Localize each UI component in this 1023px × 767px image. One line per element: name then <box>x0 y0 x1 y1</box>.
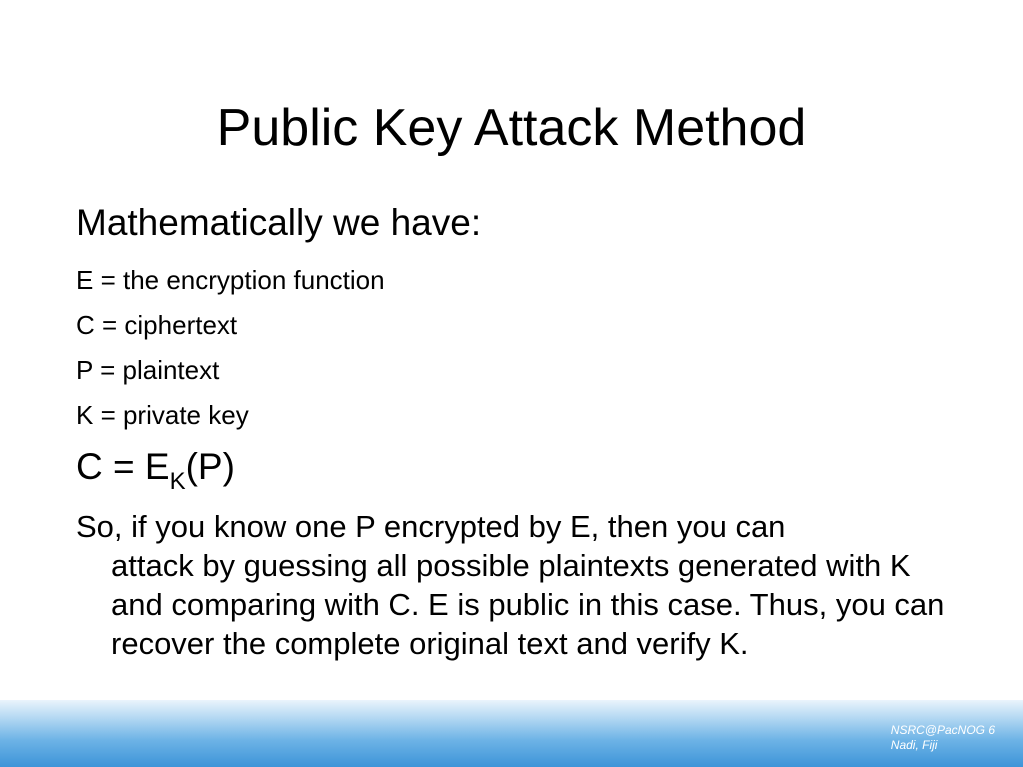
formula-right: (P) <box>185 446 235 487</box>
paragraph-rest: attack by guessing all possible plaintexts generated with K and comparing with C. E is public in this case. Thus, you can recover the complete original text and verify K. <box>111 548 945 661</box>
footer-text <box>891 723 995 753</box>
footer-line-1: NSRC@PacNOG 6 <box>890 723 995 737</box>
definition-plaintext: P = plaintext <box>76 355 220 385</box>
explanation-paragraph <box>76 507 956 663</box>
formula <box>76 444 235 495</box>
formula-subscript: K <box>169 468 186 495</box>
formula-left: C = E <box>76 446 170 487</box>
footer-line-2: Nadi, Fiji <box>890 738 938 752</box>
intro-text: Mathematically we have: <box>76 202 482 243</box>
footer-band <box>0 700 1023 767</box>
definition-encryption: E = the encryption function <box>76 265 385 295</box>
paragraph-first-line: So, if you know one P encrypted by E, then you can <box>76 509 786 544</box>
slide-title: Public Key Attack Method <box>216 99 807 157</box>
definition-private-key: K = private key <box>76 400 249 430</box>
definition-ciphertext: C = ciphertext <box>76 310 238 340</box>
